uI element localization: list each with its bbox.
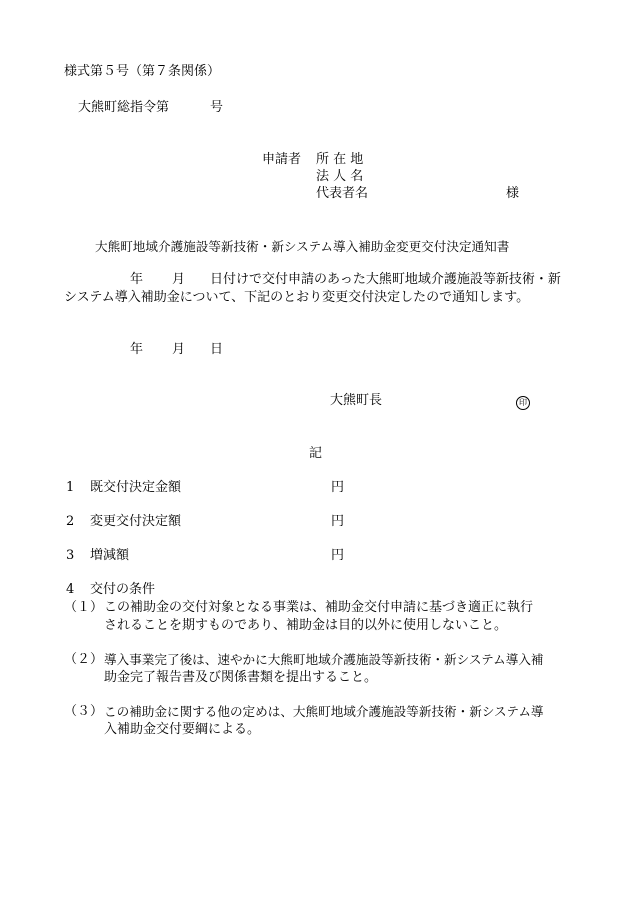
- conditions-heading: 交付の条件: [90, 582, 156, 597]
- item-label: 既交付決定金額: [90, 480, 182, 495]
- seal-mark: 印: [516, 396, 530, 410]
- issue-number-suffix: 号: [210, 100, 224, 115]
- applicant-representative-label: 代表者名: [316, 186, 369, 201]
- condition-text-line1: この補助金の交付対象となる事業は、補助金交付申請に基づき適正に執行: [104, 600, 534, 615]
- item-unit: 円: [331, 514, 345, 529]
- applicant-label: 申請者: [262, 152, 302, 167]
- applicant-address-label: 所 在 地: [316, 152, 364, 167]
- item-label: 増減額: [90, 548, 130, 563]
- condition-marker: （３）: [64, 704, 104, 719]
- issue-number-prefix: 大熊町総指令第: [78, 100, 170, 115]
- issuer-name: 大熊町長: [330, 393, 383, 408]
- condition-text-line2: 助金完了報告書及び関係書類を提出すること。: [104, 670, 378, 685]
- date-month: 月: [172, 342, 186, 357]
- date-year: 年: [130, 342, 144, 357]
- applicant-corporation-label: 法 人 名: [316, 169, 364, 184]
- condition-marker: （１）: [64, 600, 104, 615]
- condition-text-line1: この補助金に関する他の定めは、大熊町地域介護施設等新技術・新システム導: [104, 704, 544, 719]
- issuer-seal: [516, 393, 530, 411]
- ki-heading: 記: [309, 446, 323, 461]
- conditions-number: 4: [66, 582, 75, 597]
- item-number: 2: [66, 514, 75, 529]
- condition-text-line2: されることを期すものであり、補助金は目的以外に使用しないこと。: [104, 618, 508, 633]
- item-unit: 円: [331, 480, 345, 495]
- item-number: 3: [66, 548, 75, 563]
- form-label: 様式第５号（第７条関係）: [64, 64, 221, 79]
- condition-text-line1: 導入事業完了後は、速やかに大熊町地域介護施設等新技術・新システム導入補: [104, 652, 544, 667]
- document-title: 大熊町地域介護施設等新技術・新システム導入補助金変更交付決定通知書: [95, 239, 510, 254]
- applicant-honorific: 様: [506, 186, 520, 201]
- date-day: 日: [210, 342, 224, 357]
- item-unit: 円: [331, 548, 345, 563]
- item-number: 1: [66, 480, 75, 495]
- condition-marker: （２）: [64, 652, 104, 667]
- condition-text-line2: 入補助金交付要綱による。: [104, 722, 261, 737]
- item-label: 変更交付決定額: [90, 514, 182, 529]
- intro-text-line2: システム導入補助金について、下記のとおり変更交付決定したので通知します。: [64, 290, 530, 305]
- intro-text-line1: 日付けで交付申請のあった大熊町地域介護施設等新技術・新: [210, 272, 561, 287]
- intro-month: 月: [172, 272, 186, 287]
- intro-year: 年: [130, 272, 144, 287]
